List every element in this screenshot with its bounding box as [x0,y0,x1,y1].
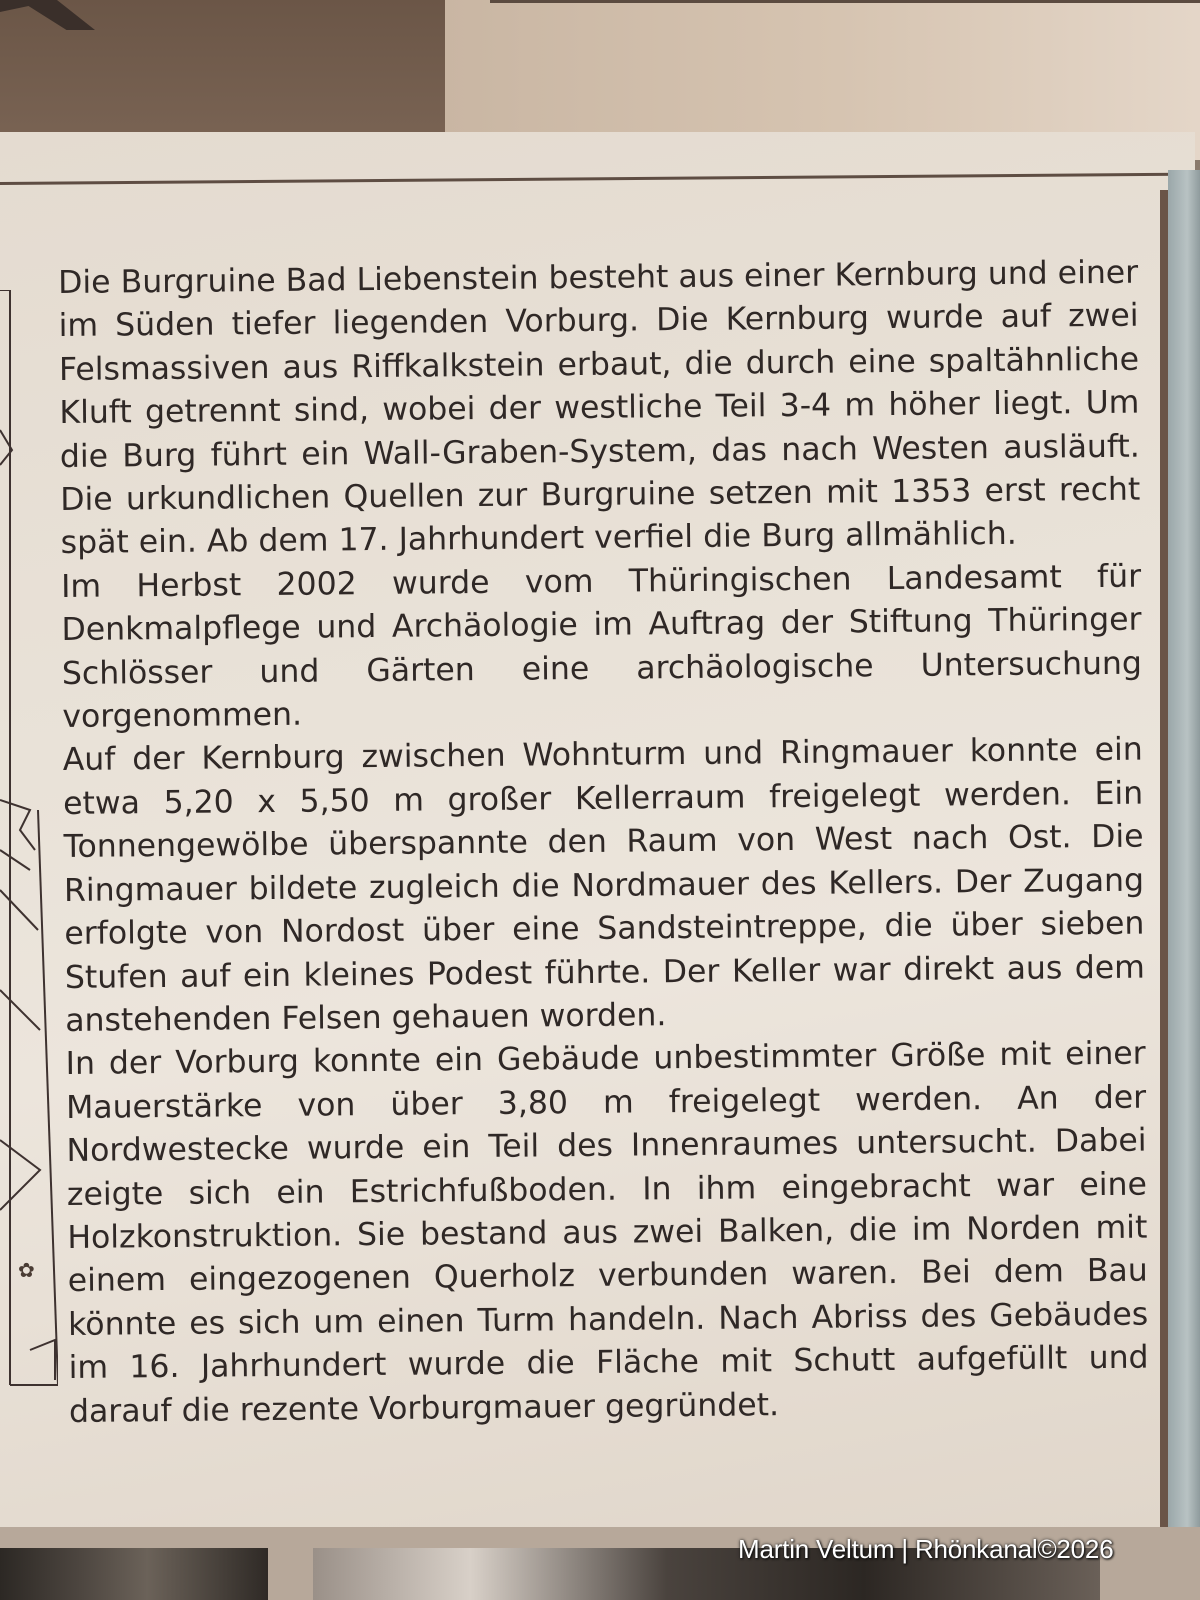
plan-mark [0,890,38,930]
paragraph-history: Die Burgruine Bad Liebenstein besteht aus einer Kernburg und einer im Süden tiefer liegenden Vorburg. Die Kernburg wurde auf zwei Felsmassiven aus Riffkalkstein erbaut, die durch eine spaltähnliche Kluft getrennt sind, wobei der westliche Teil 3-4 m höher liegt. Um die Burg führt ein Wall-Graben-System, das nach Westen ausläuft. Die urkundlichen Quellen zur Burgruine setzen mit 1353 erst recht spät ein. Ab dem 17. Jahrhundert verfiel die Burg allmählich. [58,254,1141,562]
sign-text [58,252,1149,1434]
board-right-frame [1160,190,1168,1530]
castle-plan-fragment [0,290,58,1410]
plan-wall-line [38,810,58,1385]
plan-mark [0,800,35,850]
plan-mark [0,1140,40,1210]
castle-plan-drawing [0,290,58,1410]
photo-credit-watermark: Martin Veltum | Rhönkanal©2026 [738,1534,1114,1564]
upper-panel-rule [490,0,1200,3]
plan-mark [30,1340,55,1380]
flower-icon: ✿ [18,1258,35,1282]
paragraph-excavation: Im Herbst 2002 wurde vom Thüringischen Landesamt für Denkmalpflege und Archäologie im Auftrag der Stiftung Thüringer Schlösser und Gärten eine archäologische Untersuchung vorgenommen. [60,558,1143,736]
metal-post [1168,170,1200,1600]
plan-mark [0,850,30,870]
photo-thumbnail-left [0,1548,268,1600]
plan-mark [0,990,40,1030]
paragraph-kernburg: Auf der Kernburg zwischen Wohnturm und Ringmauer konnte ein etwa 5,20 x 5,50 m großer Kellerraum freigelegt werden. Ein Tonnengewölbe überspannte den Raum von West nach Ost. Die Ringmauer bildete zugleich die Nordmauer des Kellers. Der Zugang erfolgte von Nordost über eine Sandsteintreppe, die über sieben Stufen auf ein kleines Podest führte. Der Keller war direkt aus dem anstehenden Felsen gehauen worden. [62,732,1145,1039]
paragraph-vorburg: In der Vorburg konnte ein Gebäude unbestimmter Größe mit einer Mauerstärke von über 3,80 m freigelegt werden. An der Nordwestecke wurde ein Teil des Innenraumes untersucht. Dabei zeigte sich ein Estrichfußboden. In ihm eingebracht war eine Holzkonstruktion. Sie bestand aus zwei Balken, die im Norden mit einem eingezogenen Querholz verbunden waren. Bei dem Bau könnte es sich um einen Turm handeln. Nach Abriss des Gebäudes im 16. Jahrhundert wurde die Fläche mit Schutt aufgefüllt und darauf die rezente Vorburgmauer gegründet. [65,1035,1149,1430]
